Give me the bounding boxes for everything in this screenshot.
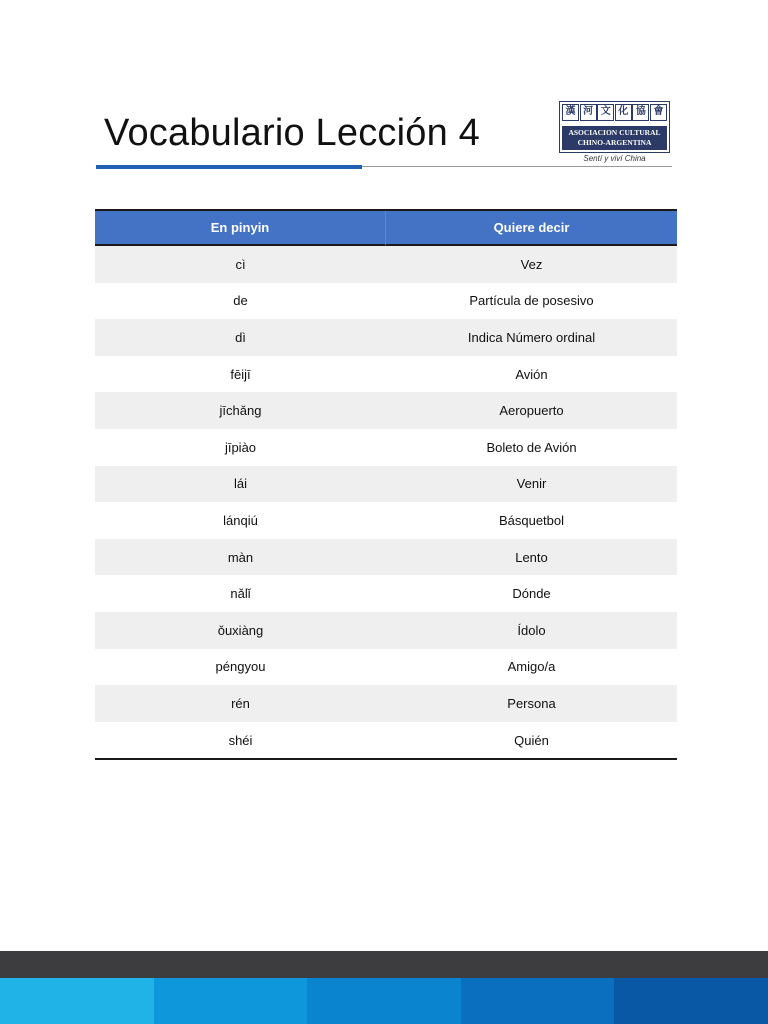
meaning-cell: Boleto de Avión: [486, 439, 577, 455]
table-header-row: [95, 211, 677, 246]
logo-chinese-characters: [562, 104, 667, 124]
pinyin-cell: jīpiào: [224, 439, 257, 455]
table-row: [95, 466, 677, 503]
table-body: [95, 246, 677, 758]
table-row: [95, 319, 677, 356]
table-row: [95, 722, 677, 759]
pinyin-cell: cì: [235, 256, 246, 272]
logo-char: 河: [580, 104, 597, 121]
meaning-cell: Indica Número ordinal: [467, 329, 596, 345]
pinyin-cell: lái: [233, 476, 247, 492]
meaning-cell: Amigo/a: [507, 659, 556, 675]
pinyin-cell: nǎlǐ: [230, 586, 251, 602]
table-row: [95, 246, 677, 283]
pinyin-cell: màn: [227, 549, 254, 565]
pinyin-cell: lánqiú: [223, 512, 258, 528]
title-accent-bar: [96, 165, 362, 169]
logo-line1: ASOCIACION CULTURAL: [568, 128, 661, 137]
table-row: [95, 649, 677, 686]
logo-emblem: [559, 101, 670, 153]
footer-stripe: [0, 978, 154, 1024]
footer-stripe: [461, 978, 615, 1024]
table-row: [95, 685, 677, 722]
logo-name-band: [562, 126, 667, 150]
page-title: Vocabulario Lección 4: [104, 112, 481, 154]
pinyin-cell: fēijī: [230, 366, 251, 382]
meaning-cell: Aeropuerto: [499, 403, 564, 419]
meaning-cell: Partícula de posesivo: [469, 293, 594, 309]
logo-char: 文: [597, 104, 614, 121]
table-row: [95, 392, 677, 429]
meaning-cell: Vez: [520, 256, 543, 272]
column-header-meaning: Quiere decir: [386, 211, 677, 246]
pinyin-cell: dì: [235, 329, 246, 345]
logo-line2: CHINO-ARGENTINA: [577, 138, 652, 147]
footer-stripe: [614, 978, 768, 1024]
logo-char: 化: [615, 104, 632, 121]
meaning-cell: Persona: [507, 695, 556, 711]
pinyin-cell: jīchǎng: [219, 403, 262, 419]
meaning-cell: Venir: [516, 476, 547, 492]
pinyin-cell: ǒuxiàng: [217, 622, 264, 638]
table-row: [95, 429, 677, 466]
meaning-cell: Dónde: [512, 586, 551, 602]
table-row: [95, 502, 677, 539]
meaning-cell: Lento: [515, 549, 548, 565]
pinyin-cell: de: [233, 293, 248, 309]
logo-char: 會: [650, 104, 667, 121]
table-row: [95, 356, 677, 393]
table-row: [95, 539, 677, 576]
logo-char: 協: [632, 104, 649, 121]
logo-tagline: Sentí y viví China: [583, 154, 646, 163]
pinyin-cell: shéi: [228, 732, 253, 748]
table-row: [95, 283, 677, 320]
footer-stripe: [307, 978, 461, 1024]
pinyin-cell: péngyou: [215, 659, 266, 675]
table-row: [95, 612, 677, 649]
meaning-cell: Ídolo: [517, 622, 546, 638]
footer-stripe: [154, 978, 308, 1024]
meaning-cell: Avión: [515, 366, 548, 382]
logo-char: 漢: [562, 104, 579, 121]
meaning-cell: Básquetbol: [498, 512, 565, 528]
footer-dark-band: [0, 951, 768, 978]
pinyin-cell: rén: [231, 695, 250, 711]
organization-logo: [559, 101, 670, 163]
meaning-cell: Quién: [514, 732, 549, 748]
column-header-pinyin: En pinyin: [95, 211, 386, 246]
table-row: [95, 575, 677, 612]
footer-color-stripes: [0, 978, 768, 1024]
vocabulary-table: [95, 209, 677, 760]
